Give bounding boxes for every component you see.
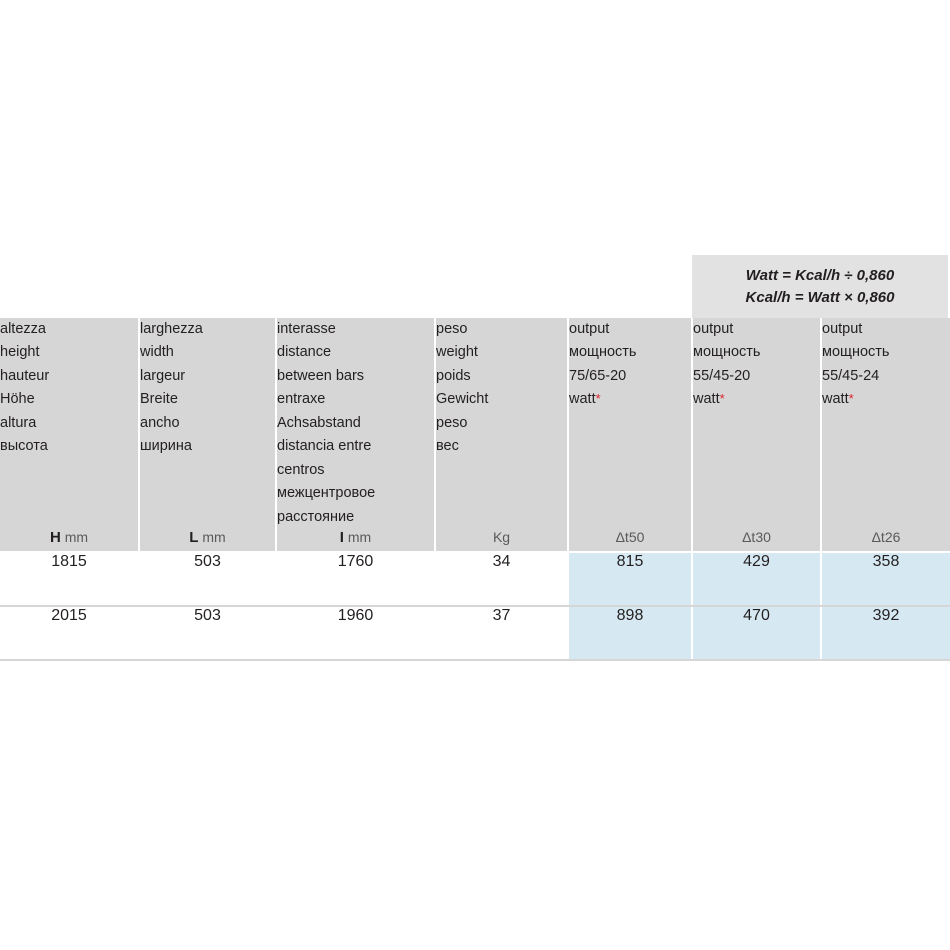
label-width-fr: largeur bbox=[140, 367, 186, 384]
watt-text-t50: watt bbox=[569, 391, 596, 408]
unit-text-distance: mm bbox=[347, 529, 372, 546]
label-weight-es: peso bbox=[436, 414, 468, 431]
label-distance-ru-2: расстояние bbox=[277, 508, 355, 525]
cell-width: 503 bbox=[139, 606, 276, 660]
cell-output-t26: 358 bbox=[821, 552, 950, 606]
label-distance-es-2: centros bbox=[277, 461, 325, 478]
conversion-note bbox=[692, 255, 950, 318]
label-distance-es-1: distancia entre bbox=[277, 438, 372, 455]
cell-distance: 1960 bbox=[276, 606, 435, 660]
unit-symbol-distance: I bbox=[339, 529, 344, 547]
label-output-t26-unit bbox=[822, 388, 950, 411]
label-width-en: width bbox=[140, 344, 174, 361]
unit-text-output-t26: Δt26 bbox=[871, 529, 901, 546]
unit-text-height: mm bbox=[64, 529, 89, 546]
label-distance-en-1: distance bbox=[277, 344, 332, 361]
unit-symbol-height: H bbox=[49, 529, 61, 547]
label-output-t30-en: output bbox=[693, 321, 734, 337]
label-output-t26-en: output bbox=[822, 321, 863, 337]
unit-text-output-t30: Δt30 bbox=[742, 529, 771, 546]
label-height-fr: hauteur bbox=[0, 367, 50, 384]
header-cell-distance bbox=[276, 318, 435, 529]
unit-cell-width bbox=[139, 529, 276, 552]
unit-text-weight: Kg bbox=[492, 529, 511, 546]
footnote-star-t30: * bbox=[719, 391, 725, 407]
cell-output-t50: 815 bbox=[568, 552, 692, 606]
label-height-de: Höhe bbox=[0, 391, 35, 408]
label-weight-de: Gewicht bbox=[436, 391, 489, 408]
label-width-ru: ширина bbox=[140, 438, 192, 455]
cell-output-t26: 392 bbox=[821, 606, 950, 660]
header-units-row bbox=[0, 529, 950, 552]
specification-table bbox=[0, 318, 950, 661]
label-output-t50-rating: 75/65-20 bbox=[569, 367, 627, 384]
label-distance-fr: entraxe bbox=[277, 391, 326, 408]
watt-text-t30: watt bbox=[693, 391, 720, 408]
watt-text-t26: watt bbox=[822, 391, 849, 408]
header-cell-output-t26 bbox=[821, 318, 950, 529]
conversion-note-row bbox=[0, 255, 950, 318]
label-output-t50-unit bbox=[569, 388, 691, 411]
header-labels-row bbox=[0, 318, 950, 529]
footnote-star-t50: * bbox=[595, 391, 601, 407]
label-height-en: height bbox=[0, 344, 40, 361]
label-weight-ru: вес bbox=[436, 438, 459, 455]
cell-output-t50: 898 bbox=[568, 606, 692, 660]
table-row bbox=[0, 552, 950, 606]
label-distance-en-2: between bars bbox=[277, 367, 365, 384]
label-distance-ru-1: межцентровое bbox=[277, 485, 376, 502]
label-width-it: larghezza bbox=[140, 321, 203, 337]
label-weight-en: weight bbox=[436, 344, 478, 361]
label-output-t26-ru: мощность bbox=[822, 344, 890, 361]
cell-height: 2015 bbox=[0, 606, 139, 660]
label-weight-it: peso bbox=[436, 321, 468, 337]
table-row bbox=[0, 606, 950, 660]
unit-cell-output-t30 bbox=[692, 529, 821, 552]
header-cell-height bbox=[0, 318, 139, 529]
unit-cell-weight bbox=[435, 529, 568, 552]
unit-cell-height bbox=[0, 529, 139, 552]
cell-output-t30: 429 bbox=[692, 552, 821, 606]
unit-symbol-width: L bbox=[189, 529, 199, 547]
cell-width: 503 bbox=[139, 552, 276, 606]
label-output-t50-ru: мощность bbox=[569, 344, 637, 361]
label-width-es: ancho bbox=[140, 414, 180, 431]
cell-weight: 34 bbox=[435, 552, 568, 606]
header-cell-width bbox=[139, 318, 276, 529]
cell-output-t30: 470 bbox=[692, 606, 821, 660]
specification-table-container bbox=[0, 255, 950, 661]
label-distance-de: Achsabstand bbox=[277, 414, 361, 431]
label-height-es: altura bbox=[0, 414, 37, 431]
cell-height: 1815 bbox=[0, 552, 139, 606]
conversion-note-line-2: Kcal/h = Watt × 0,860 bbox=[745, 288, 895, 306]
label-output-t30-ru: мощность bbox=[693, 344, 761, 361]
conversion-note-line-1: Watt = Kcal/h ÷ 0,860 bbox=[745, 266, 895, 284]
label-distance-it: interasse bbox=[277, 321, 336, 337]
header-cell-output-t30 bbox=[692, 318, 821, 529]
label-height-it: altezza bbox=[0, 321, 46, 337]
label-output-t30-rating: 55/45-20 bbox=[693, 367, 751, 384]
unit-cell-output-t26 bbox=[821, 529, 950, 552]
footnote-star-t26: * bbox=[848, 391, 854, 407]
unit-text-output-t50: Δt50 bbox=[615, 529, 645, 546]
unit-text-width: mm bbox=[202, 529, 226, 546]
label-output-t50-en: output bbox=[569, 321, 610, 337]
label-width-de: Breite bbox=[140, 391, 178, 408]
unit-cell-distance bbox=[276, 529, 435, 552]
header-cell-output-t50 bbox=[568, 318, 692, 529]
cell-weight: 37 bbox=[435, 606, 568, 660]
label-weight-fr: poids bbox=[436, 367, 471, 384]
label-output-t30-unit bbox=[693, 388, 820, 411]
label-output-t26-rating: 55/45-24 bbox=[822, 367, 880, 384]
cell-distance: 1760 bbox=[276, 552, 435, 606]
header-cell-weight bbox=[435, 318, 568, 529]
unit-cell-output-t50 bbox=[568, 529, 692, 552]
label-height-ru: высота bbox=[0, 438, 48, 455]
note-spacer bbox=[0, 255, 692, 318]
